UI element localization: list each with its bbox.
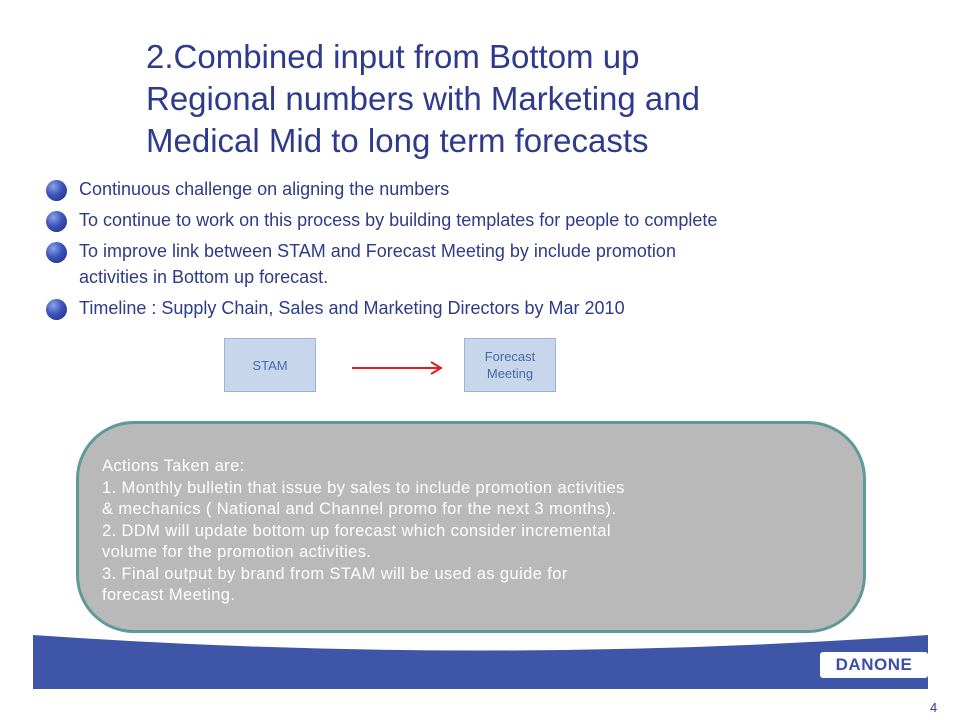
flow-arrow-icon (350, 358, 446, 378)
bullet-text: To continue to work on this process by building templates for people to complete (79, 210, 718, 230)
bullet-text: To improve link between STAM and Forecast Meeting by include promotion (79, 241, 676, 261)
bullet-dot-icon (46, 211, 67, 232)
bullet-item (46, 295, 926, 321)
footer-band (0, 630, 960, 690)
callout-line: 3. Final output by brand from STAM will be used as guide for (102, 564, 568, 583)
page-number: 4 (930, 700, 938, 715)
bullet-item (46, 176, 926, 202)
bullet-text: Continuous challenge on aligning the numbers (79, 179, 450, 199)
slide-title (146, 36, 906, 162)
slide-title-line: Regional numbers with Marketing and (146, 80, 700, 117)
bullet-dot-icon (46, 242, 67, 263)
bullet-text: activities in Bottom up forecast. (79, 267, 329, 287)
forecast-meeting-box (464, 338, 556, 392)
callout-line: 1. Monthly bulletin that issue by sales to include promotion activities (102, 478, 625, 497)
callout-line: & mechanics ( National and Channel promo for the next 3 months). (102, 500, 617, 518)
stam-box-label: STAM (252, 357, 288, 373)
bullet-text: Timeline : Supply Chain, Sales and Marketing Directors by Mar 2010 (79, 298, 625, 318)
forecast-meeting-label: Meeting (486, 366, 534, 381)
callout-line: volume for the promotion activities. (102, 543, 372, 561)
forecast-meeting-label: Forecast (484, 349, 536, 364)
bullet-list (46, 176, 926, 326)
slide-title-line: 2.Combined input from Bottom up (146, 38, 640, 75)
callout-line: 2. DDM will update bottom up forecast which consider incremental (102, 521, 611, 540)
bullet-dot-icon (46, 180, 67, 201)
bullet-item (46, 207, 926, 233)
danone-logo: DANONE (820, 652, 928, 678)
bullet-dot-icon (46, 299, 67, 320)
slide-title-line: Medical Mid to long term forecasts (146, 122, 649, 159)
bullet-item (46, 238, 926, 290)
callout-line: Actions Taken are: (102, 457, 245, 475)
stam-box (224, 338, 316, 392)
callout-line: forecast Meeting. (102, 586, 236, 604)
actions-callout-text (102, 456, 862, 607)
